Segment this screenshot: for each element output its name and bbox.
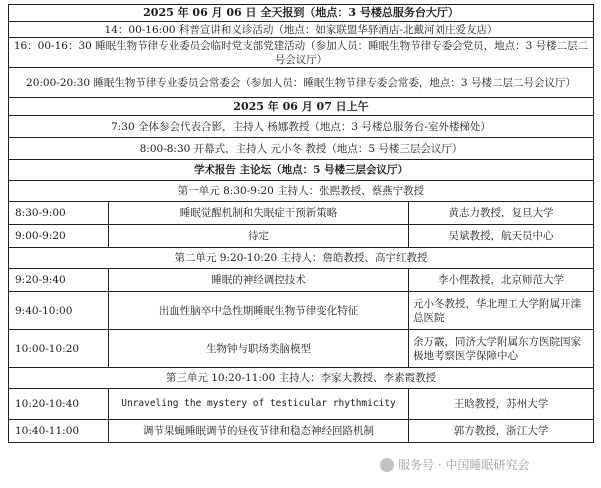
- unit-header-row: [9, 248, 594, 269]
- session-time: 10:00-10:20: [9, 330, 109, 368]
- session-speaker: 王晗教授，苏州大学: [409, 389, 594, 420]
- unit-header-row: [9, 181, 594, 202]
- session-speaker: 余万霰，同济大学附属东方医院国家极地考察医学保障中心: [409, 330, 594, 368]
- session-time: 9:40-10:00: [9, 292, 109, 330]
- session-topic: 待定: [109, 225, 409, 248]
- day1-header-row: [9, 5, 594, 22]
- session-time: 9:20-9:40: [9, 269, 109, 292]
- session-speaker: 郭方教授，浙江大学: [409, 420, 594, 443]
- event-row: [9, 38, 594, 68]
- session-speaker: 元小冬教授，华北理工大学附属开滦总医院: [409, 292, 594, 330]
- watermark: [380, 456, 529, 473]
- table-row: [9, 225, 594, 248]
- event-row: [9, 138, 594, 160]
- schedule-table: [8, 4, 594, 443]
- session-topic: Unraveling the mystery of testicular rhythmicity: [109, 389, 409, 420]
- day1-header: 2025 年 06 月 06 日 全天报到（地点：3 号楼总服务台大厅）: [9, 5, 594, 22]
- wechat-icon: [380, 458, 394, 472]
- session-topic: 睡眠的神经调控技术: [109, 269, 409, 292]
- session-topic: 调节果蝇睡眠调节的昼夜节律和稳态神经回路机制: [109, 420, 409, 443]
- session-time: 9:00-9:20: [9, 225, 109, 248]
- table-row: [9, 269, 594, 292]
- watermark-text: 服务号 · 中国睡眠研究会: [398, 458, 530, 472]
- event-text: 14：00-16:00 科普宣讲和义诊活动（地点：如家联盟华驿酒店-北戴河刘庄爱友店）: [9, 22, 594, 38]
- table-row: [9, 202, 594, 225]
- table-row: [9, 389, 594, 420]
- day2-header: 2025 年 06 月 07 日上午: [9, 98, 594, 116]
- session-time: 10:40-11:00: [9, 420, 109, 443]
- event-row: [9, 22, 594, 38]
- event-text: 16：00-16：30 睡眠生物节律专业委员会临时党支部党建活动（参加人员：睡眠生物节律专委会党员，地点：3 号楼二层二号会议厅）: [9, 38, 594, 68]
- table-row: [9, 292, 594, 330]
- event-row: [9, 68, 594, 98]
- forum-title: 学术报告 主论坛（地点：5 号楼三层会议厅）: [9, 160, 594, 181]
- forum-row: [9, 160, 594, 181]
- session-topic: 睡眠觉醒机制和失眠症干预新策略: [109, 202, 409, 225]
- table-row: [9, 330, 594, 368]
- day2-header-row: [9, 98, 594, 116]
- event-text: 20:00-20:30 睡眠生物节律专业委员会常委会（参加人员：睡眠生物节律专委会常委，地点：3 号楼二层二号会议厅）: [9, 68, 594, 98]
- event-text: 8:00-8:30 开幕式，主持人 元小冬 教授（地点：5 号楼三层会议厅）: [9, 138, 594, 160]
- session-speaker: 黄志力教授，复旦大学: [409, 202, 594, 225]
- session-speaker: 吴斌教授，航天员中心: [409, 225, 594, 248]
- session-topic: 出血性脑卒中急性期睡眠生物节律变化特征: [109, 292, 409, 330]
- session-time: 10:20-10:40: [9, 389, 109, 420]
- unit-header-row: [9, 368, 594, 389]
- event-text: 7:30 全体参会代表合影，主持人 杨娜教授（地点：3 号楼总服务台-室外楼梯处）: [9, 116, 594, 138]
- session-topic: 生物钟与职场类脑模型: [109, 330, 409, 368]
- session-time: 8:30-9:00: [9, 202, 109, 225]
- session-speaker: 李小俚教授，北京师范大学: [409, 269, 594, 292]
- event-row: [9, 116, 594, 138]
- table-row: [9, 420, 594, 443]
- unit-title: 第一单元 8:30-9:20 主持人：张熙教授、蔡燕宁教授: [9, 181, 594, 202]
- unit-title: 第三单元 10:20-11:00 主持人：李家大教授、李素霞教授: [9, 368, 594, 389]
- unit-title: 第二单元 9:20-10:20 主持人：詹皓教授、高宇红教授: [9, 248, 594, 269]
